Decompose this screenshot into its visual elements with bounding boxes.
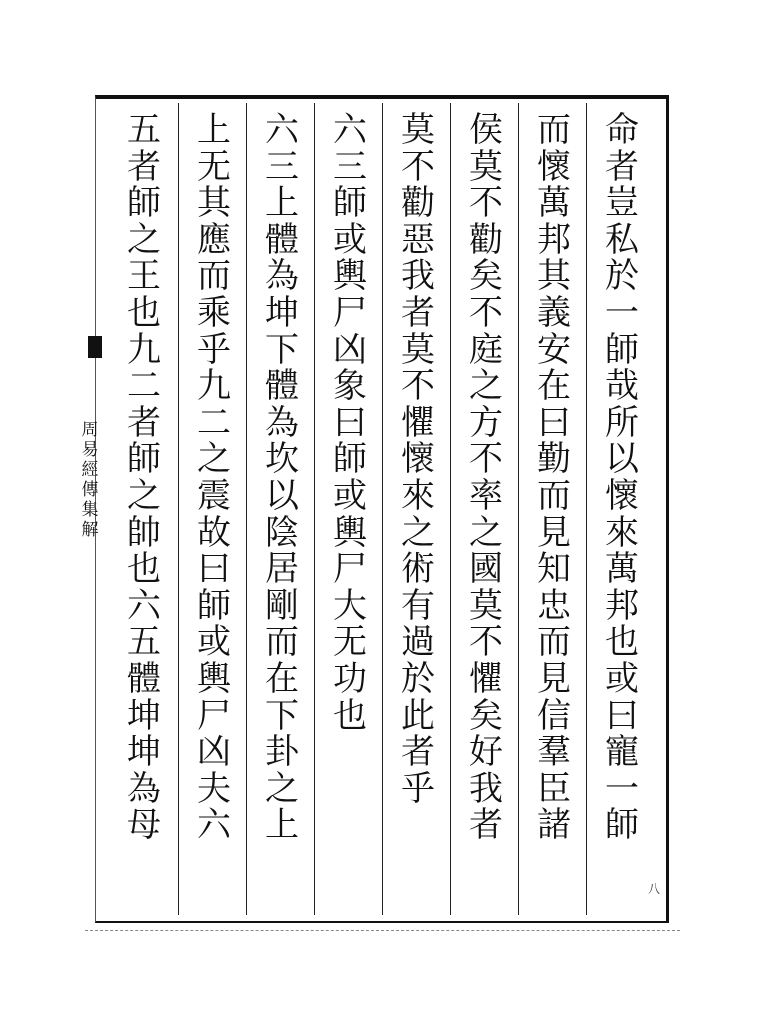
character: 師	[197, 585, 231, 626]
character: 或	[333, 475, 367, 516]
character: 不	[401, 146, 435, 187]
character: 其	[197, 183, 231, 224]
character: 庭	[469, 329, 503, 370]
character: 我	[401, 256, 435, 297]
column-rule	[450, 103, 451, 915]
character: 乎	[401, 768, 435, 809]
character: 尸	[197, 695, 231, 736]
character: 寵	[605, 732, 639, 773]
character: 居	[265, 549, 299, 590]
character: 乘	[197, 292, 231, 333]
character: 在	[265, 658, 299, 699]
character: 此	[401, 695, 435, 736]
character: 莫	[401, 110, 435, 150]
character: 豈	[605, 183, 639, 224]
character: 二	[197, 402, 231, 443]
character: 以	[605, 439, 639, 480]
character: 不	[469, 292, 503, 333]
character: 命	[605, 110, 639, 150]
character: 臣	[537, 768, 571, 809]
character: 矣	[469, 695, 503, 736]
character: 懷	[537, 146, 571, 187]
character: 在	[537, 366, 571, 407]
character: 坤	[127, 732, 161, 773]
margin-character: 傳	[81, 480, 99, 500]
column-rule	[178, 103, 179, 915]
character: 三	[333, 146, 367, 187]
text-column-5	[318, 112, 382, 734]
character: 三	[265, 146, 299, 187]
character: 邦	[605, 585, 639, 626]
fishtail-mark	[88, 336, 102, 358]
column-rule	[586, 103, 587, 915]
character: 來	[401, 475, 435, 516]
page-bottom-edge	[85, 930, 680, 931]
character: 震	[197, 475, 231, 516]
character: 卦	[265, 732, 299, 773]
character: 而	[537, 475, 571, 516]
character: 師	[333, 439, 367, 480]
character: 其	[537, 256, 571, 297]
character: 師	[127, 183, 161, 224]
text-column-8	[112, 112, 176, 844]
character: 或	[605, 658, 639, 699]
character: 者	[469, 805, 503, 846]
character: 也	[605, 622, 639, 663]
character: 於	[401, 658, 435, 699]
character: 萬	[605, 549, 639, 590]
character: 信	[537, 695, 571, 736]
character: 師	[127, 439, 161, 480]
folio-number: 八	[648, 882, 661, 896]
character: 凶	[197, 732, 231, 773]
text-column-4	[386, 112, 450, 807]
character: 五	[127, 622, 161, 663]
character: 之	[127, 475, 161, 516]
character: 莫	[469, 585, 503, 626]
character: 无	[333, 622, 367, 663]
character: 母	[127, 805, 161, 846]
character: 尸	[333, 292, 367, 333]
character: 過	[401, 622, 435, 663]
character: 矣	[469, 256, 503, 297]
character: 二	[127, 366, 161, 407]
character: 五	[127, 110, 161, 150]
character: 大	[333, 585, 367, 626]
character: 輿	[333, 256, 367, 297]
character: 六	[197, 805, 231, 846]
character: 功	[333, 658, 367, 699]
character: 惡	[401, 219, 435, 260]
character: 六	[265, 110, 299, 150]
character: 曰	[605, 695, 639, 736]
character: 之	[469, 366, 503, 407]
character: 无	[197, 146, 231, 187]
character: 曰	[537, 402, 571, 443]
character: 見	[537, 512, 571, 553]
margin-title	[78, 420, 102, 540]
character: 忠	[537, 585, 571, 626]
character: 術	[401, 549, 435, 590]
character: 不	[401, 366, 435, 407]
character: 之	[127, 219, 161, 260]
margin-character: 解	[81, 520, 99, 540]
character: 莫	[469, 146, 503, 187]
character: 好	[469, 732, 503, 773]
text-column-2	[522, 112, 586, 844]
character: 坤	[265, 292, 299, 333]
character: 率	[469, 475, 503, 516]
character: 勸	[469, 219, 503, 260]
character: 或	[333, 219, 367, 260]
character: 我	[469, 768, 503, 809]
character: 乎	[197, 329, 231, 370]
character: 邦	[537, 219, 571, 260]
column-rule	[382, 103, 383, 915]
character: 九	[197, 366, 231, 407]
character: 應	[197, 219, 231, 260]
character: 上	[197, 110, 231, 150]
character: 者	[127, 146, 161, 187]
character: 之	[469, 512, 503, 553]
character: 下	[265, 695, 299, 736]
character: 為	[265, 402, 299, 443]
character: 所	[605, 402, 639, 443]
character: 凶	[333, 329, 367, 370]
character: 六	[333, 110, 367, 150]
character: 九	[127, 329, 161, 370]
character: 於	[605, 256, 639, 297]
character: 師	[605, 805, 639, 846]
column-rule	[314, 103, 315, 915]
margin-character: 周	[81, 420, 99, 440]
character: 見	[537, 658, 571, 699]
margin-character: 集	[81, 500, 99, 520]
character: 陰	[265, 512, 299, 553]
text-column-3	[454, 112, 518, 844]
character: 帥	[127, 512, 161, 553]
character: 知	[537, 549, 571, 590]
character: 故	[197, 512, 231, 553]
character: 象	[333, 366, 367, 407]
character: 一	[605, 768, 639, 809]
character: 之	[401, 512, 435, 553]
character: 曰	[333, 402, 367, 443]
character: 義	[537, 292, 571, 333]
character: 上	[265, 805, 299, 846]
character: 坎	[265, 439, 299, 480]
character: 之	[197, 439, 231, 480]
character: 剛	[265, 585, 299, 626]
character: 曰	[197, 549, 231, 590]
character: 輿	[197, 658, 231, 699]
column-rule	[246, 103, 247, 915]
character: 而	[197, 256, 231, 297]
character: 不	[469, 439, 503, 480]
text-column-1	[590, 112, 654, 844]
character: 或	[197, 622, 231, 663]
character: 以	[265, 475, 299, 516]
character: 為	[127, 768, 161, 809]
character: 者	[401, 732, 435, 773]
character: 師	[605, 329, 639, 370]
character: 安	[537, 329, 571, 370]
character: 上	[265, 183, 299, 224]
character: 萬	[537, 183, 571, 224]
character: 私	[605, 219, 639, 260]
character: 懼	[401, 402, 435, 443]
text-column-6	[250, 112, 314, 844]
character: 莫	[401, 329, 435, 370]
character: 坤	[127, 695, 161, 736]
character: 懷	[605, 475, 639, 516]
character: 不	[469, 622, 503, 663]
column-rule	[518, 103, 519, 915]
character: 夫	[197, 768, 231, 809]
character: 國	[469, 549, 503, 590]
character: 師	[333, 183, 367, 224]
character: 也	[127, 292, 161, 333]
character: 侯	[469, 110, 503, 150]
margin-character: 易	[81, 440, 99, 460]
character: 而	[265, 622, 299, 663]
character: 而	[537, 110, 571, 150]
character: 王	[127, 256, 161, 297]
character: 也	[333, 695, 367, 736]
character: 方	[469, 402, 503, 443]
margin-character: 經	[81, 460, 99, 480]
character: 者	[401, 292, 435, 333]
character: 輿	[333, 512, 367, 553]
character: 體	[127, 658, 161, 699]
character: 懼	[469, 658, 503, 699]
character: 體	[265, 366, 299, 407]
character: 為	[265, 256, 299, 297]
character: 勸	[401, 183, 435, 224]
character: 有	[401, 585, 435, 626]
character: 之	[265, 768, 299, 809]
character: 勤	[537, 439, 571, 480]
character: 者	[127, 402, 161, 443]
character: 六	[127, 585, 161, 626]
character: 下	[265, 329, 299, 370]
character: 來	[605, 512, 639, 553]
character: 體	[265, 219, 299, 260]
text-column-7	[182, 112, 246, 844]
character: 不	[469, 183, 503, 224]
character: 而	[537, 622, 571, 663]
character: 諸	[537, 805, 571, 846]
character: 者	[605, 146, 639, 187]
character: 羣	[537, 732, 571, 773]
character: 哉	[605, 366, 639, 407]
character: 懷	[401, 439, 435, 480]
character: 一	[605, 292, 639, 333]
character: 尸	[333, 549, 367, 590]
character: 也	[127, 549, 161, 590]
